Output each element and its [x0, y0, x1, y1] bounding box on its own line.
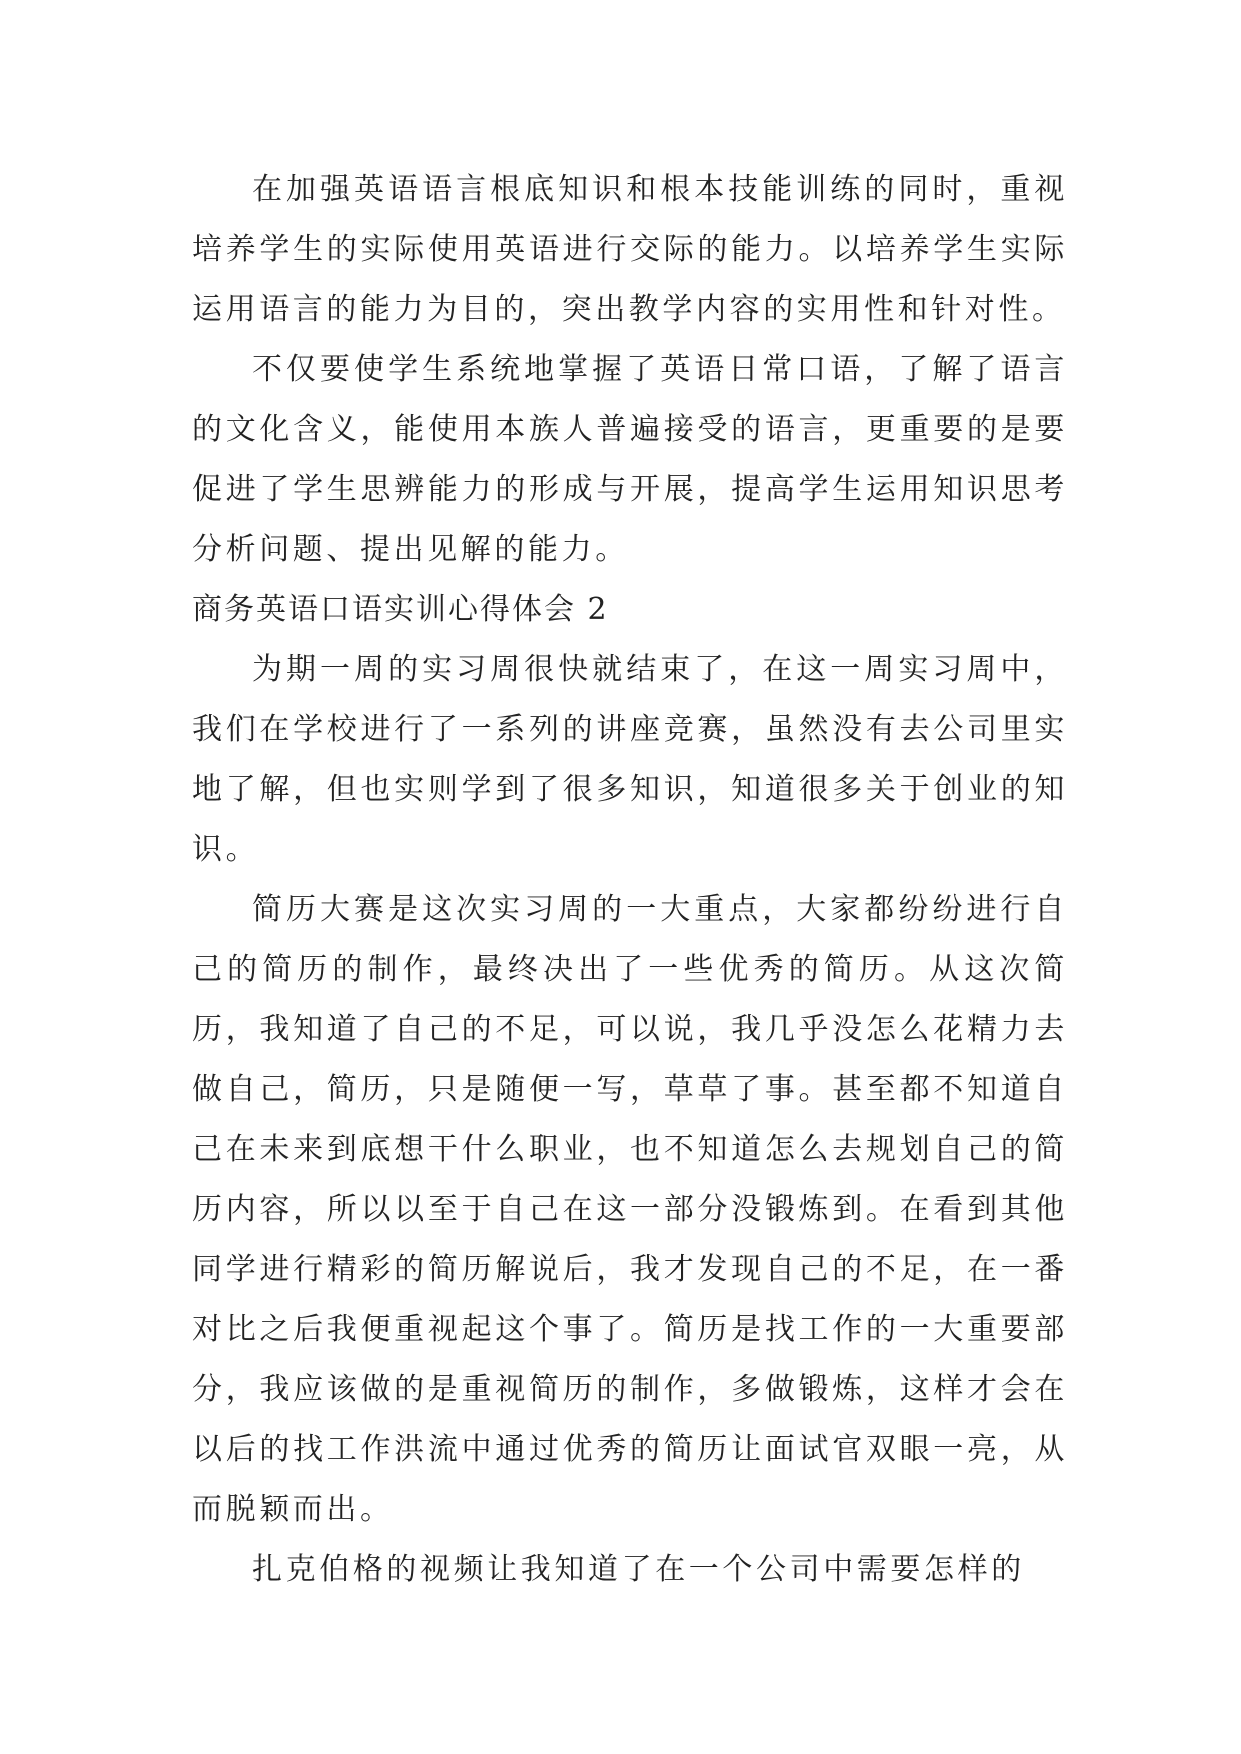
paragraph-3: 为期一周的实习周很快就结束了，在这一周实习周中，我们在学校进行了一系列的讲座竞赛，虽然没有去公司里实地了解，但也实则学到了很多知识，知道很多关于创业的知识。 — [192, 652, 1068, 867]
paragraph-1: 在加强英语语言根底知识和根本技能训练的同时，重视培养学生的实际使用英语进行交际的能力。以培养学生实际运用语言的能力为目的，突出教学内容的实用性和针对性。 — [192, 172, 1068, 327]
paragraph-2: 不仅要使学生系统地掌握了英语日常口语，了解了语言的文化含义，能使用本族人普遍接受的语言，更重要的是要促进了学生思辨能力的形成与开展，提高学生运用知识思考分析问题、提出见解的能力。 — [192, 352, 1068, 567]
paragraph-4: 简历大赛是这次实习周的一大重点，大家都纷纷进行自己的简历的制作，最终决出了一些优秀的简历。从这次简历，我知道了自己的不足，可以说，我几乎没怎么花精力去做自己，简历，只是随便一写，草草了事。甚至都不知道自己在未来到底想干什么职业，也不知道怎么去规划自己的简历内容，所以以至于自己在这一部分没锻炼到。在看到其他同学进行精彩的简历解说后，我才发现自己的不足，在一番对比之后我便重视起这个事了。简历是找工作的一大重要部分，我应该做的是重视简历的制作，多做锻炼，这样才会在以后的找工作洪流中通过优秀的简历让面试官双眼一亮，从而脱颖而出。 — [192, 892, 1068, 1527]
paragraph-5: 扎克伯格的视频让我知道了在一个公司中需要怎样的 — [252, 1552, 1025, 1587]
section-heading: 商务英语口语实训心得体会 2 — [192, 592, 609, 627]
document-body — [192, 160, 1068, 1600]
